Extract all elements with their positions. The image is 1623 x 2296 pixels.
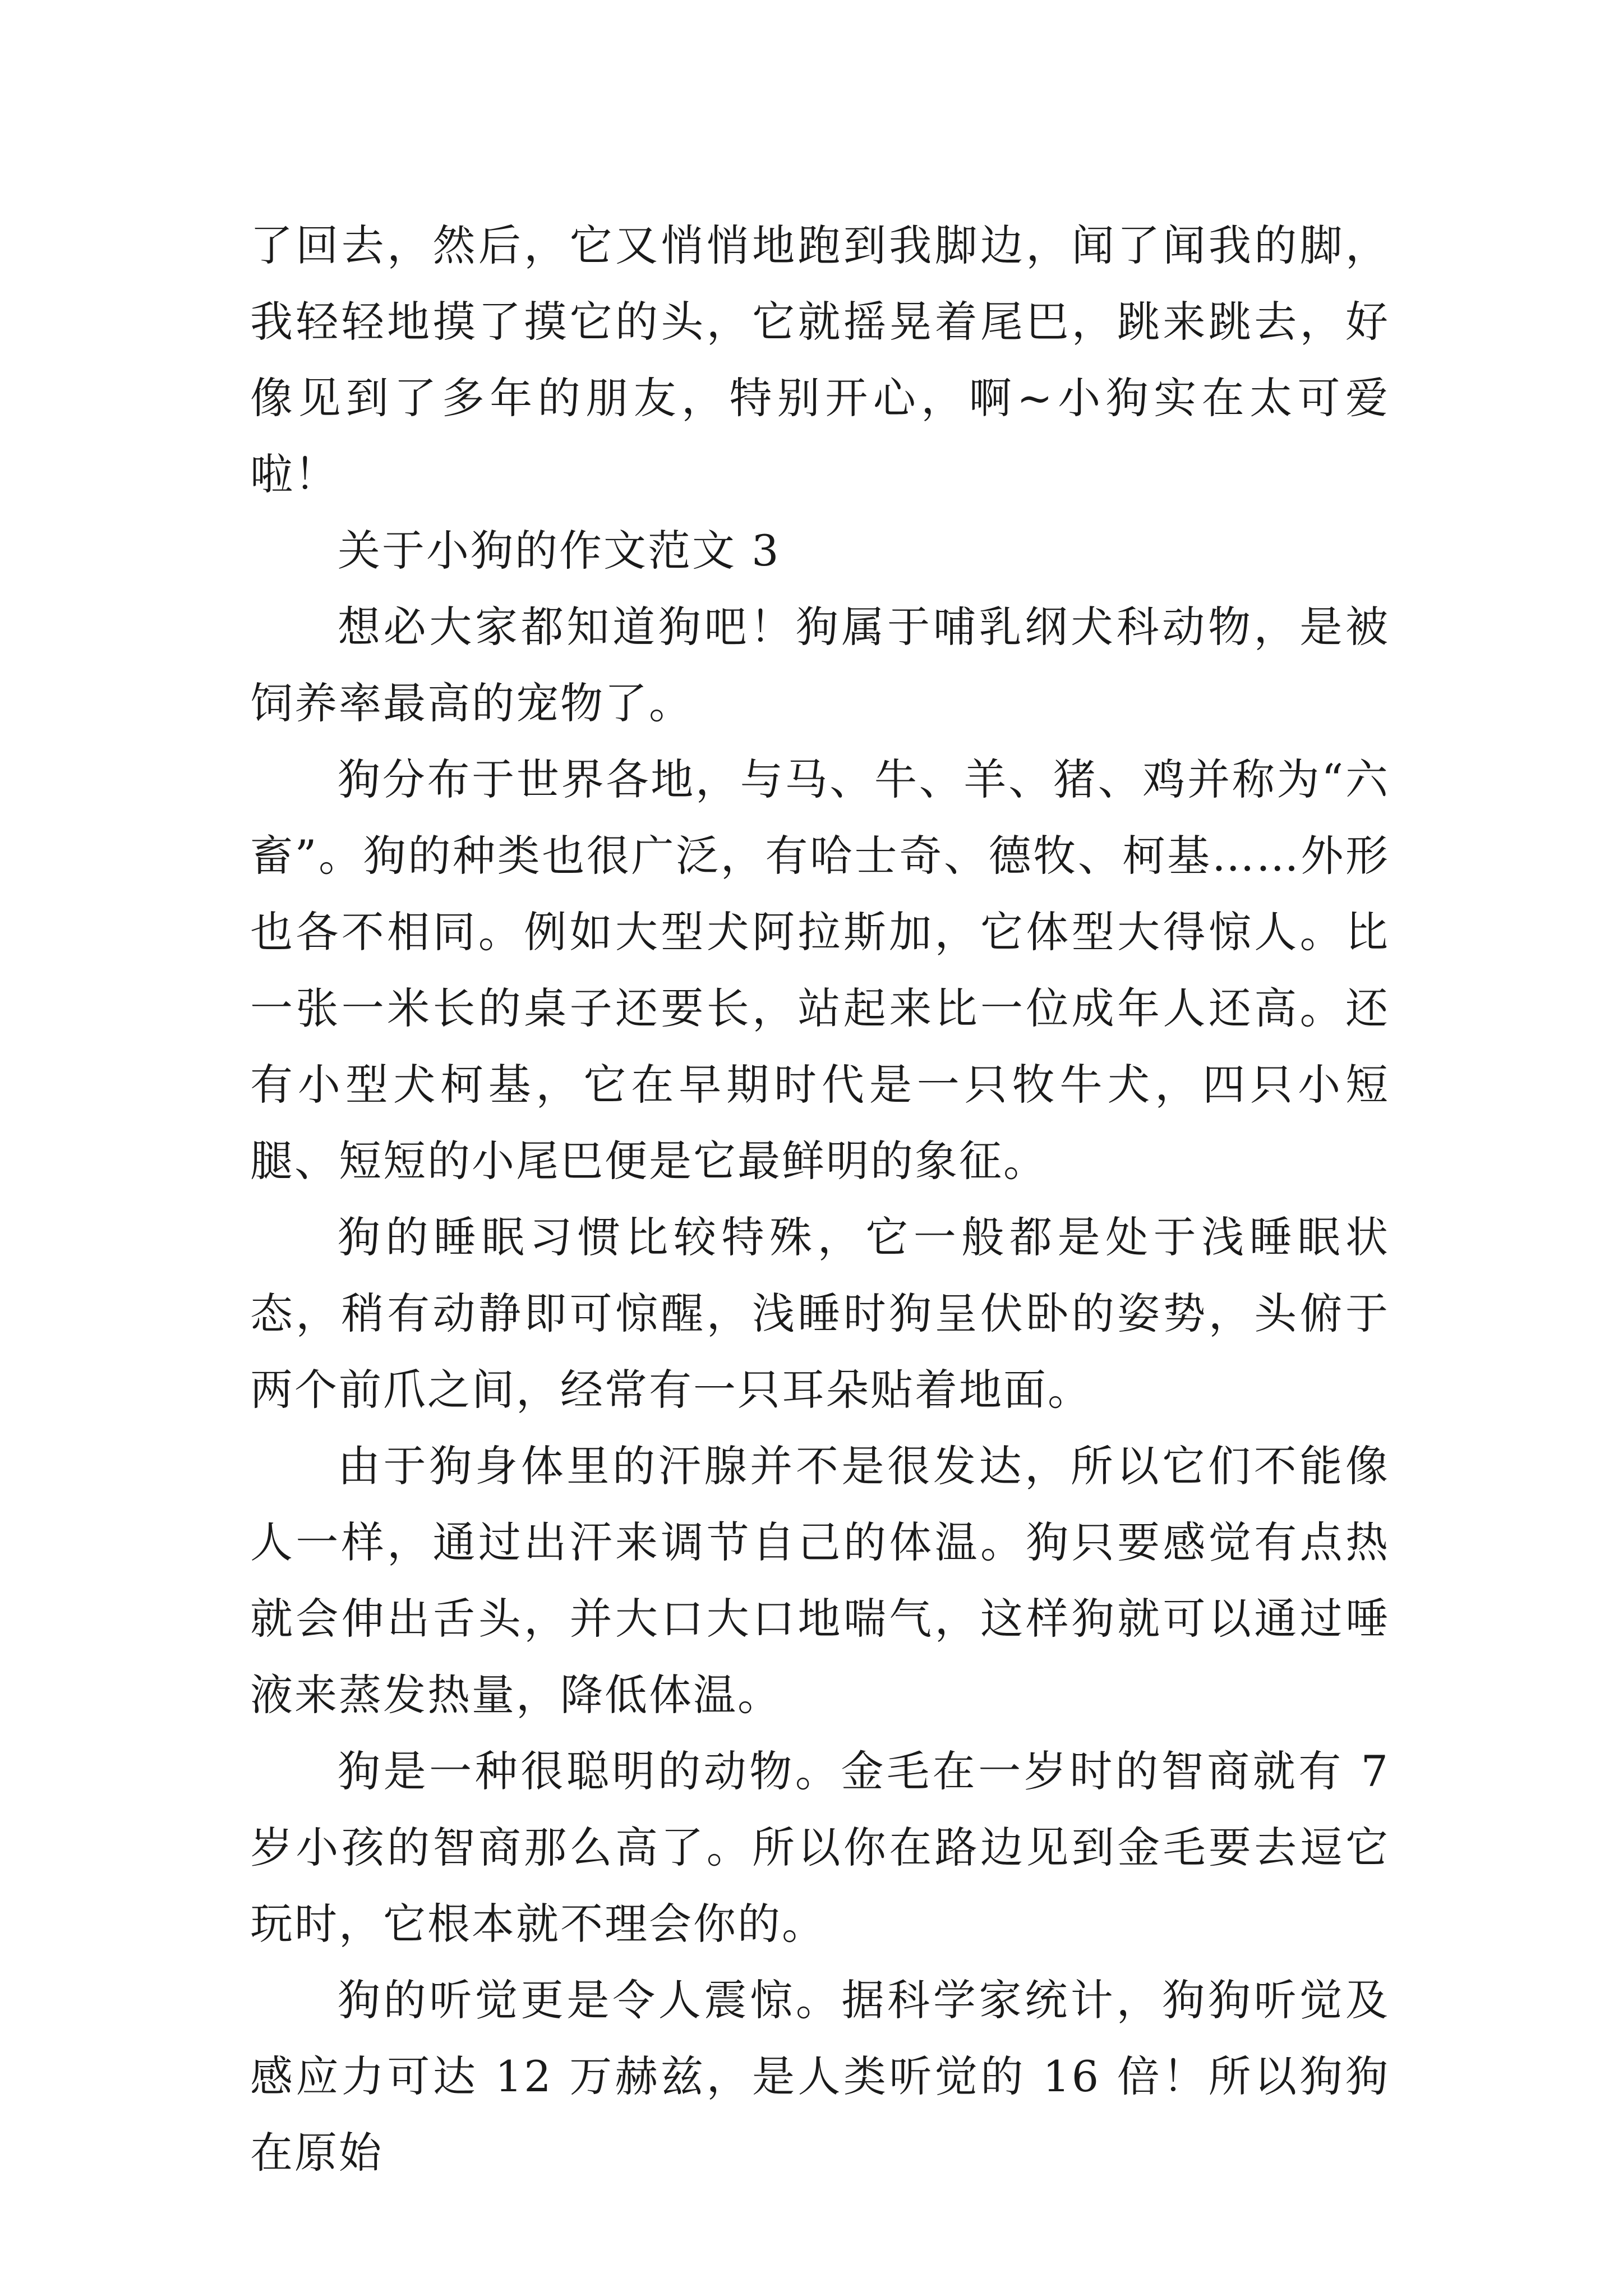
essay-body bbox=[250, 208, 1390, 2191]
paragraph: 狗的睡眠习惯比较特殊，它一般都是处于浅睡眠状态，稍有动静即可惊醒，浅睡时狗呈伏卧的姿势，头俯于两个前爪之间，经常有一只耳朵贴着地面。 bbox=[250, 1212, 1390, 1415]
paragraph: 狗分布于世界各地，与马、牛、羊、猪、鸡并称为“六畜”。狗的种类也很广泛，有哈士奇、德牧、柯基……外形也各不相同。例如大型犬阿拉斯加，它体型大得惊人。比一张一米长的桌子还要长，站起来比一位成年人还高。还有小型犬柯基，它在早期时代是一只牧牛犬，四只小短腿、短短的小尾巴便是它最鲜明的象征。 bbox=[250, 754, 1390, 1186]
paragraph: 由于狗身体里的汗腺并不是很发达，所以它们不能像人一样，通过出汗来调节自己的体温。狗只要感觉有点热就会伸出舌头，并大口大口地喘气，这样狗就可以通过唾液来蒸发热量，降低体温。 bbox=[250, 1441, 1390, 1720]
essay-heading: 关于小狗的作文范文 3 bbox=[338, 526, 781, 576]
paragraph: 狗是一种很聪明的动物。金毛在一岁时的智商就有 7 岁小孩的智商那么高了。所以你在路边见到金毛要去逗它玩时，它根本就不理会你的。 bbox=[250, 1746, 1390, 1949]
paragraph: 狗的听觉更是令人震惊。据科学家统计，狗狗听觉及感应力可达 12 万赫兹，是人类听觉的 16 倍！所以狗狗在原始 bbox=[250, 1975, 1390, 2178]
paragraph: 想必大家都知道狗吧！狗属于哺乳纲犬科动物，是被饲养率最高的宠物了。 bbox=[250, 602, 1390, 728]
paragraph-continuation: 了回去，然后，它又悄悄地跑到我脚边，闻了闻我的脚，我轻轻地摸了摸它的头，它就摇晃着尾巴，跳来跳去，好像见到了多年的朋友，特别开心，啊~小狗实在太可爱啦！ bbox=[250, 220, 1390, 499]
